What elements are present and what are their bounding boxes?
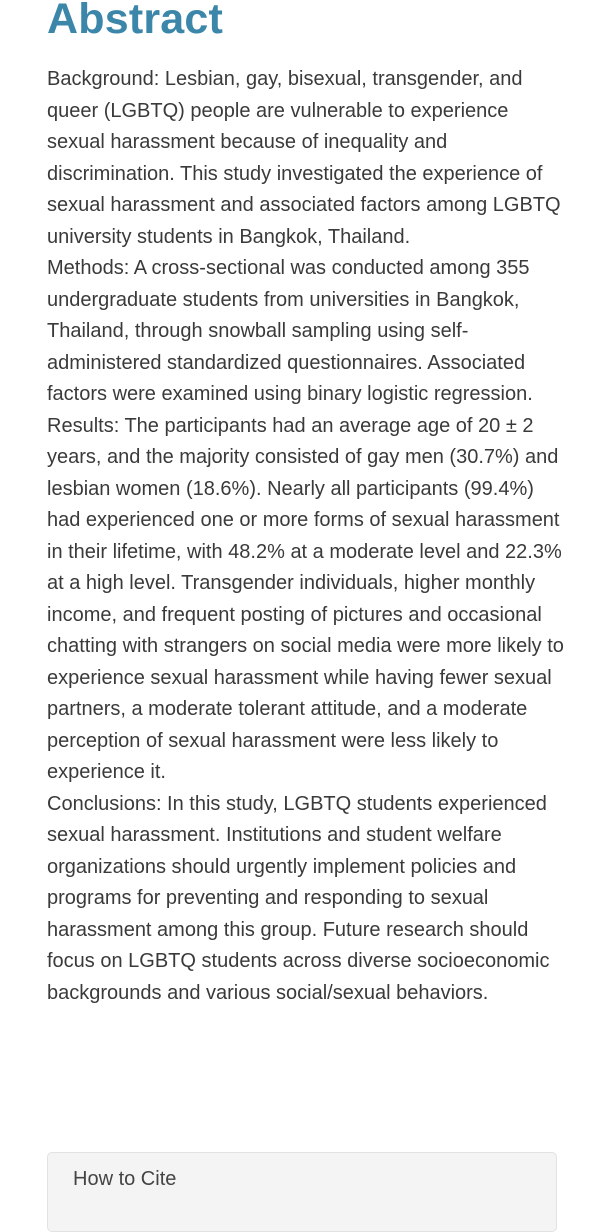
how-to-cite-label[interactable]: How to Cite: [73, 1168, 177, 1190]
abstract-background: Background: Lesbian, gay, bisexual, transgender, and queer (LGBTQ) people are vulnerable to experience sexual harassment because of inequality and discrimination. This study investigated the experience of sexual harassment and associated factors among LGBTQ university students in Bangkok, Thailand.: [47, 68, 561, 248]
abstract-text: [47, 64, 567, 1009]
abstract-results: Results: The participants had an average age of 20 ± 2 years, and the majority consisted of gay men (30.7%) and lesbian women (18.6%). Nearly all participants (99.4%) had experienced one or more forms of sexual harassment in their lifetime, with 48.2% at a moderate level and 22.3% at a high level. Transgender individuals, higher monthly income, and frequent posting of pictures and occasional chatting with strangers on social media were more likely to experience sexual harassment while having fewer sexual partners, a moderate tolerant attitude, and a moderate perception of sexual harassment were less likely to experience it.: [47, 414, 564, 783]
abstract-heading: Abstract: [47, 0, 224, 43]
how-to-cite-panel[interactable]: [47, 1152, 557, 1232]
abstract-methods: Methods: A cross-sectional was conducted among 355 undergraduate students from universities in Bangkok, Thailand, through snowball sampling using self-administered standardized questionnaires. Associated factors were examined using binary logistic regression.: [47, 257, 533, 405]
abstract-conclusions: Conclusions: In this study, LGBTQ students experienced sexual harassment. Institutions and student welfare organizations should urgently implement policies and programs for preventing and responding to sexual harassment among this group. Future research should focus on LGBTQ students across diverse socioeconomic backgrounds and various social/sexual behaviors.: [47, 792, 550, 1004]
